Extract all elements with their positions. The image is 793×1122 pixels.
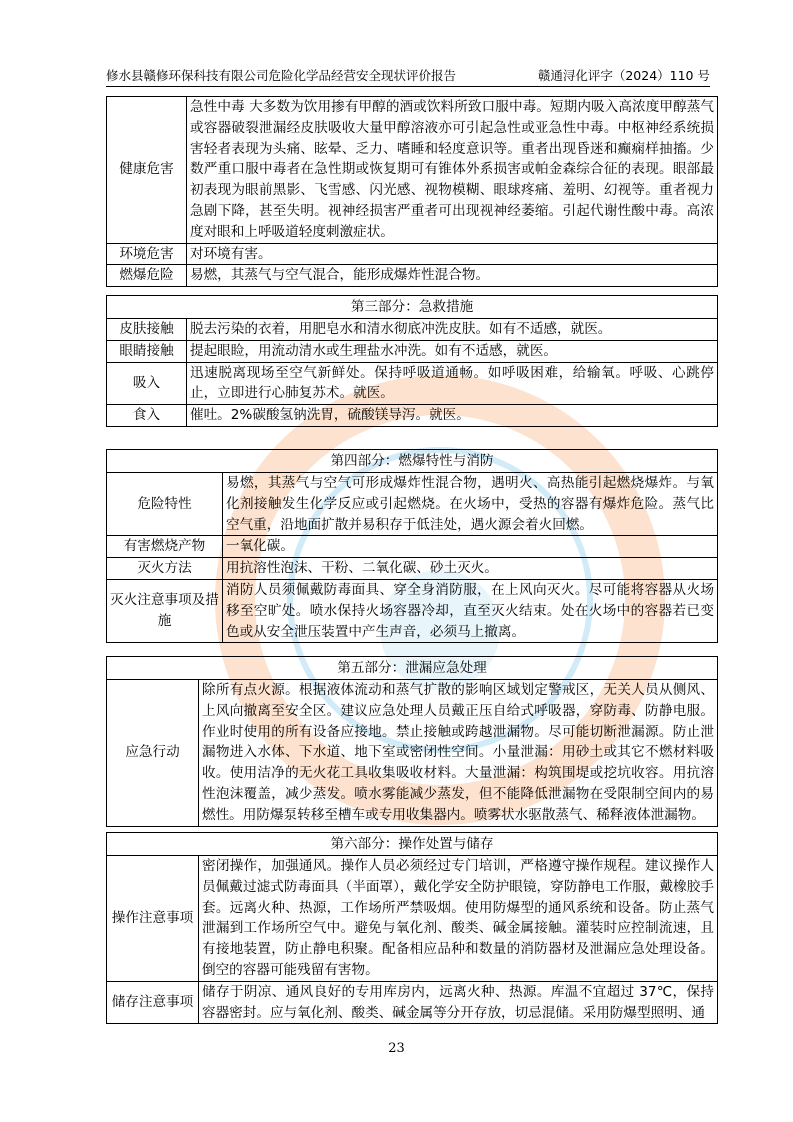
table-row: [107, 265, 718, 287]
row-content: 迅速脱离现场至空气新鲜处。保持呼吸道通畅。如呼吸困难，给输氧。呼吸、心跳停止，立即进行心肺复苏术。就医。: [187, 362, 718, 405]
fire-table: [106, 449, 718, 643]
row-label: 食入: [107, 405, 187, 427]
table-row: [107, 473, 718, 536]
table-row: [107, 981, 718, 1024]
row-content: 消防人员须佩戴防毒面具、穿全身消防服，在上风向灭火。尽可能将容器从火场移至空旷处。喷水保持火场容器冷却，直至灭火结束。处在火场中的容器若已变色或从安全泄压装置中产生声音，必须马上撤离。: [223, 579, 718, 642]
table-row: [107, 680, 718, 827]
row-content: 除所有点火源。根据液体流动和蒸气扩散的影响区域划定警戒区，无关人员从侧风、上风向撤离至安全区。建议应急处理人员戴正压自给式呼吸器，穿防毒、防静电服。作业时使用的所有设备应接地。禁止接触或跨越泄漏物。尽可能切断泄漏源。防止泄漏物进入水体、下水道、地下室或密闭性空间。小量泄漏：用砂土或其它不燃材料吸收。使用洁净的无火花工具收集吸收材料。大量泄漏：构筑围堤或挖坑收容。用抗溶性泡沫覆盖，减少蒸发。喷水雾能减少蒸发，但不能降低泄漏物在受限制空间内的易燃性。用防爆泵转移至槽车或专用收集器内。喷雾状水驱散蒸气、稀释液体泄漏物。: [199, 680, 718, 827]
table-row: [107, 319, 718, 341]
header-report-number: 赣通浔化评字（2024）110 号: [537, 68, 710, 83]
row-label: 应急行动: [107, 680, 199, 827]
row-content: 对环境有害。: [187, 243, 718, 265]
section-heading: 第三部分：急救措施: [107, 296, 718, 319]
section-row: [107, 296, 718, 319]
table-row: [107, 97, 718, 244]
msds-table: [106, 96, 718, 287]
section-heading: 第四部分：燃爆特性与消防: [107, 450, 718, 473]
page-number: 23: [388, 1041, 405, 1056]
row-label: 有害燃烧产物: [107, 536, 223, 558]
table-row: [107, 558, 718, 580]
table-row: [107, 243, 718, 265]
table-row: [107, 405, 718, 427]
row-content: 易燃，其蒸气与空气混合，能形成爆炸性混合物。: [187, 265, 718, 287]
row-content: 储存于阴凉、通风良好的专用库房内，远离火种、热源。库温不宜超过 37℃，保持容器密封。应与氧化剂、酸类、碱金属等分开存放，切忌混储。采用防爆型照明、通: [199, 981, 718, 1024]
first-aid-table: [106, 295, 718, 427]
row-label: 燃爆危险: [107, 265, 187, 287]
section-row: [107, 657, 718, 680]
row-label: 灭火方法: [107, 558, 223, 580]
section-row: [107, 450, 718, 473]
row-content: 易燃，其蒸气与空气可形成爆炸性混合物，遇明火、高热能引起燃烧爆炸。与氧化剂接触发生化学反应或引起燃烧。在火场中，受热的容器有爆炸危险。蒸气比空气重，沿地面扩散并易积存于低洼处，遇火源会着火回燃。: [223, 473, 718, 536]
row-label: 危险特性: [107, 473, 223, 536]
row-content: 脱去污染的衣着，用肥皂水和清水彻底冲洗皮肤。如有不适感，就医。: [187, 319, 718, 341]
row-content: 一氧化碳。: [223, 536, 718, 558]
leak-table: [106, 656, 718, 827]
header-report-title: 修水县赣修环保科技有限公司危险化学品经营安全现状评价报告: [106, 68, 457, 83]
table-row: [107, 856, 718, 982]
section-heading: 第五部分：泄漏应急处理: [107, 657, 718, 680]
row-label: 灭火注意事项及措施: [107, 579, 223, 642]
row-label: 操作注意事项: [107, 856, 199, 982]
section-row: [107, 833, 718, 856]
table-row: [107, 579, 718, 642]
table-row: [107, 340, 718, 362]
row-label: 环境危害: [107, 243, 187, 265]
row-label: 吸入: [107, 362, 187, 405]
storage-table: [106, 832, 718, 1024]
row-content: 密闭操作，加强通风。操作人员必须经过专门培训，严格遵守操作规程。建议操作人员佩戴过滤式防毒面具（半面罩），戴化学安全防护眼镜，穿防静电工作服，戴橡胶手套。远离火种、热源，工作场所严禁吸烟。使用防爆型的通风系统和设备。防止蒸气泄漏到工作场所空气中。避免与氧化剂、酸类、碱金属接触。灌装时应控制流速，且有接地装置，防止静电积聚。配备相应品种和数量的消防器材及泄漏应急处理设备。倒空的容器可能残留有害物。: [199, 856, 718, 982]
row-label: 健康危害: [107, 97, 187, 244]
row-label: 储存注意事项: [107, 981, 199, 1024]
page-header: [106, 68, 710, 87]
row-label: 皮肤接触: [107, 319, 187, 341]
row-label: 眼睛接触: [107, 340, 187, 362]
row-content: 提起眼睑，用流动清水或生理盐水冲洗。如有不适感，就医。: [187, 340, 718, 362]
row-content: 用抗溶性泡沫、干粉、二氧化碳、砂土灭火。: [223, 558, 718, 580]
row-content: 催吐。2%碳酸氢钠洗胃，硫酸镁导泻。就医。: [187, 405, 718, 427]
table-row: [107, 362, 718, 405]
section-heading: 第六部分：操作处置与储存: [107, 833, 718, 856]
row-content: 急性中毒 大多数为饮用掺有甲醇的酒或饮料所致口服中毒。短期内吸入高浓度甲醇蒸气或容器破裂泄漏经皮肤吸收大量甲醇溶液亦可引起急性或亚急性中毒。中枢神经系统损害轻者表现为头痛、眩晕、乏力、嗜睡和轻度意识等。重者出现昏迷和癫痫样抽搐。少数严重口服中毒者在急性期或恢复期可有锥体外系损害或帕金森综合征的表现。眼部最初表现为眼前黑影、飞雪感、闪光感、视物模糊、眼球疼痛、羞明、幻视等。重者视力急剧下降，甚至失明。视神经损害严重者可出现视神经萎缩。引起代谢性酸中毒。高浓度对眼和上呼吸道轻度刺激症状。: [187, 97, 718, 244]
table-row: [107, 536, 718, 558]
